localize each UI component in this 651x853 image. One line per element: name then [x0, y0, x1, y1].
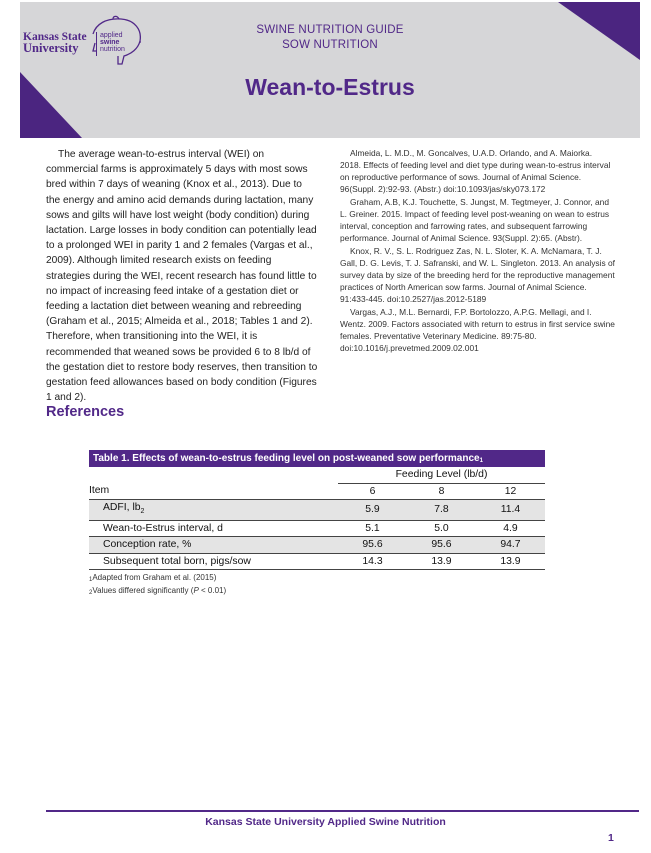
feeding-level-header: Feeding Level (lb/d) [338, 467, 545, 483]
section-label: SOW NUTRITION [282, 39, 378, 51]
table-group-header-row [89, 467, 545, 483]
header-banner [20, 2, 640, 138]
cell-value: 13.9 [476, 553, 545, 570]
cell-value: 13.9 [407, 553, 476, 570]
guide-label: SWINE NUTRITION GUIDE [256, 24, 404, 36]
footer-title: Kansas State University Applied Swine Nutrition [205, 816, 446, 828]
reference-item: Graham, A.B, K.J. Touchette, S. Jungst, M. Tegtmeyer, J. Connor, and L. Greiner. 2015. Impact of feeding level post-weaning on wean to estrus interval, conception and farrowing rates, and subsequent farrowing performance. Journal of Animal Science. 93(Suppl. 2):65. (Abstr). [340, 197, 610, 243]
logo-subtitle: applied swine nutrition [100, 32, 125, 53]
table-row [89, 500, 545, 521]
table-footnotes [89, 572, 545, 598]
reference-item: Knox, R. V., S. L. Rodriguez Zas, N. L. Sloter, K. A. McNamara, T. J. Gall, D. G. Levis, T. J. Safranski, and W. L. Singleton. 2013. An analysis of survey data by size of the breeding herd for the reproductive management practices of North American sow farms. Journal of Animal Science. 91:433-445. doi:10.2527/jas.2012-5189 [340, 246, 615, 304]
body-paragraph: The average wean-to-estrus interval (WEI) on commercial farms is approximately 5 days with most sows bred within 7 days of weaning (Knox et al., 2013). Due to the energy and amino acid demands during lactation, many sows and gilts will have lost weight (body condition) during lactation. Large losses in body condition can potentially lead to a prolonged WEI in parity 1 and 2 females (Vargas et al., 2009). Although limited research exists on feeding strategies during the WEI, recent research has found little to no impact of increasing feed intake of a gestation diet or feeding a lactation diet between weaning and rebreeding (Graham et al., 2015; Almeida et al., 2018; Tables 1 and 2). Therefore, when transitioning into the WEI, it is recommended that weaned sows be provided 6 to 8 lb/d of the gestation diet to restore body reserves, then transition to gestation feed allowances based on body condition (Figures 1 and 2). [46, 149, 318, 404]
footnote: $_2$Values differed significantly (P < 0.01) [89, 586, 227, 597]
table-row [89, 520, 545, 537]
page-title: Wean-to-Estrus [245, 74, 415, 100]
table-title: Table 1. Effects of wean-to-estrus feeding level on post-weaned sow performance$_1$ [89, 450, 545, 467]
table-header-row [89, 483, 545, 500]
row-label: Wean-to-Estrus interval, d [89, 520, 338, 537]
data-table [89, 467, 545, 570]
item-header: Item [89, 483, 338, 500]
table-1 [89, 450, 545, 598]
row-label: Subsequent total born, pigs/sow [89, 553, 338, 570]
cell-value: 5.9 [338, 500, 407, 521]
logo-wordmark: Kansas State University [23, 31, 87, 55]
footnote: $_1$Adapted from Graham et al. (2015) [89, 573, 217, 584]
table-row [89, 537, 545, 554]
reference-item: Vargas, A.J., M.L. Bernardi, F.P. Bortolozzo, A.P.G. Mellagi, and I. Wentz. 2009. Factors associated with return to estrus in first service swine females. Preventative Veterinary Medicine. 89:75-80. doi:10.1016/j.prevetmed.2009.02.001 [340, 307, 615, 353]
reference-list [340, 147, 615, 355]
cell-value: 95.6 [338, 537, 407, 554]
cell-value: 4.9 [476, 520, 545, 537]
cell-value: 11.4 [476, 500, 545, 521]
level-header: 12 [476, 483, 545, 500]
cell-value: 95.6 [407, 537, 476, 554]
reference-item: Almeida, L. M.D., M. Goncalves, U.A.D. Orlando, and A. Maiorka. 2018. Effects of feeding level and diet type during wean-to-estrus interval on reproductive performance of sows. Journal of Animal Science. 96(Suppl. 2):92-93. (Abstr.) doi:10.1093/jas/sky073.172 [340, 148, 611, 194]
cell-value: 5.0 [407, 520, 476, 537]
table-row [89, 553, 545, 570]
cell-value: 5.1 [338, 520, 407, 537]
footer-divider [46, 810, 639, 812]
row-label: Conception rate, % [89, 537, 338, 554]
cell-value: 14.3 [338, 553, 407, 570]
level-header: 8 [407, 483, 476, 500]
row-label: ADFI, $lb_2$ [89, 500, 338, 521]
references-heading: References [46, 404, 125, 420]
page-number: 1 [608, 832, 614, 844]
cell-value: 7.8 [407, 500, 476, 521]
level-header: 6 [338, 483, 407, 500]
cell-value: 94.7 [476, 537, 545, 554]
